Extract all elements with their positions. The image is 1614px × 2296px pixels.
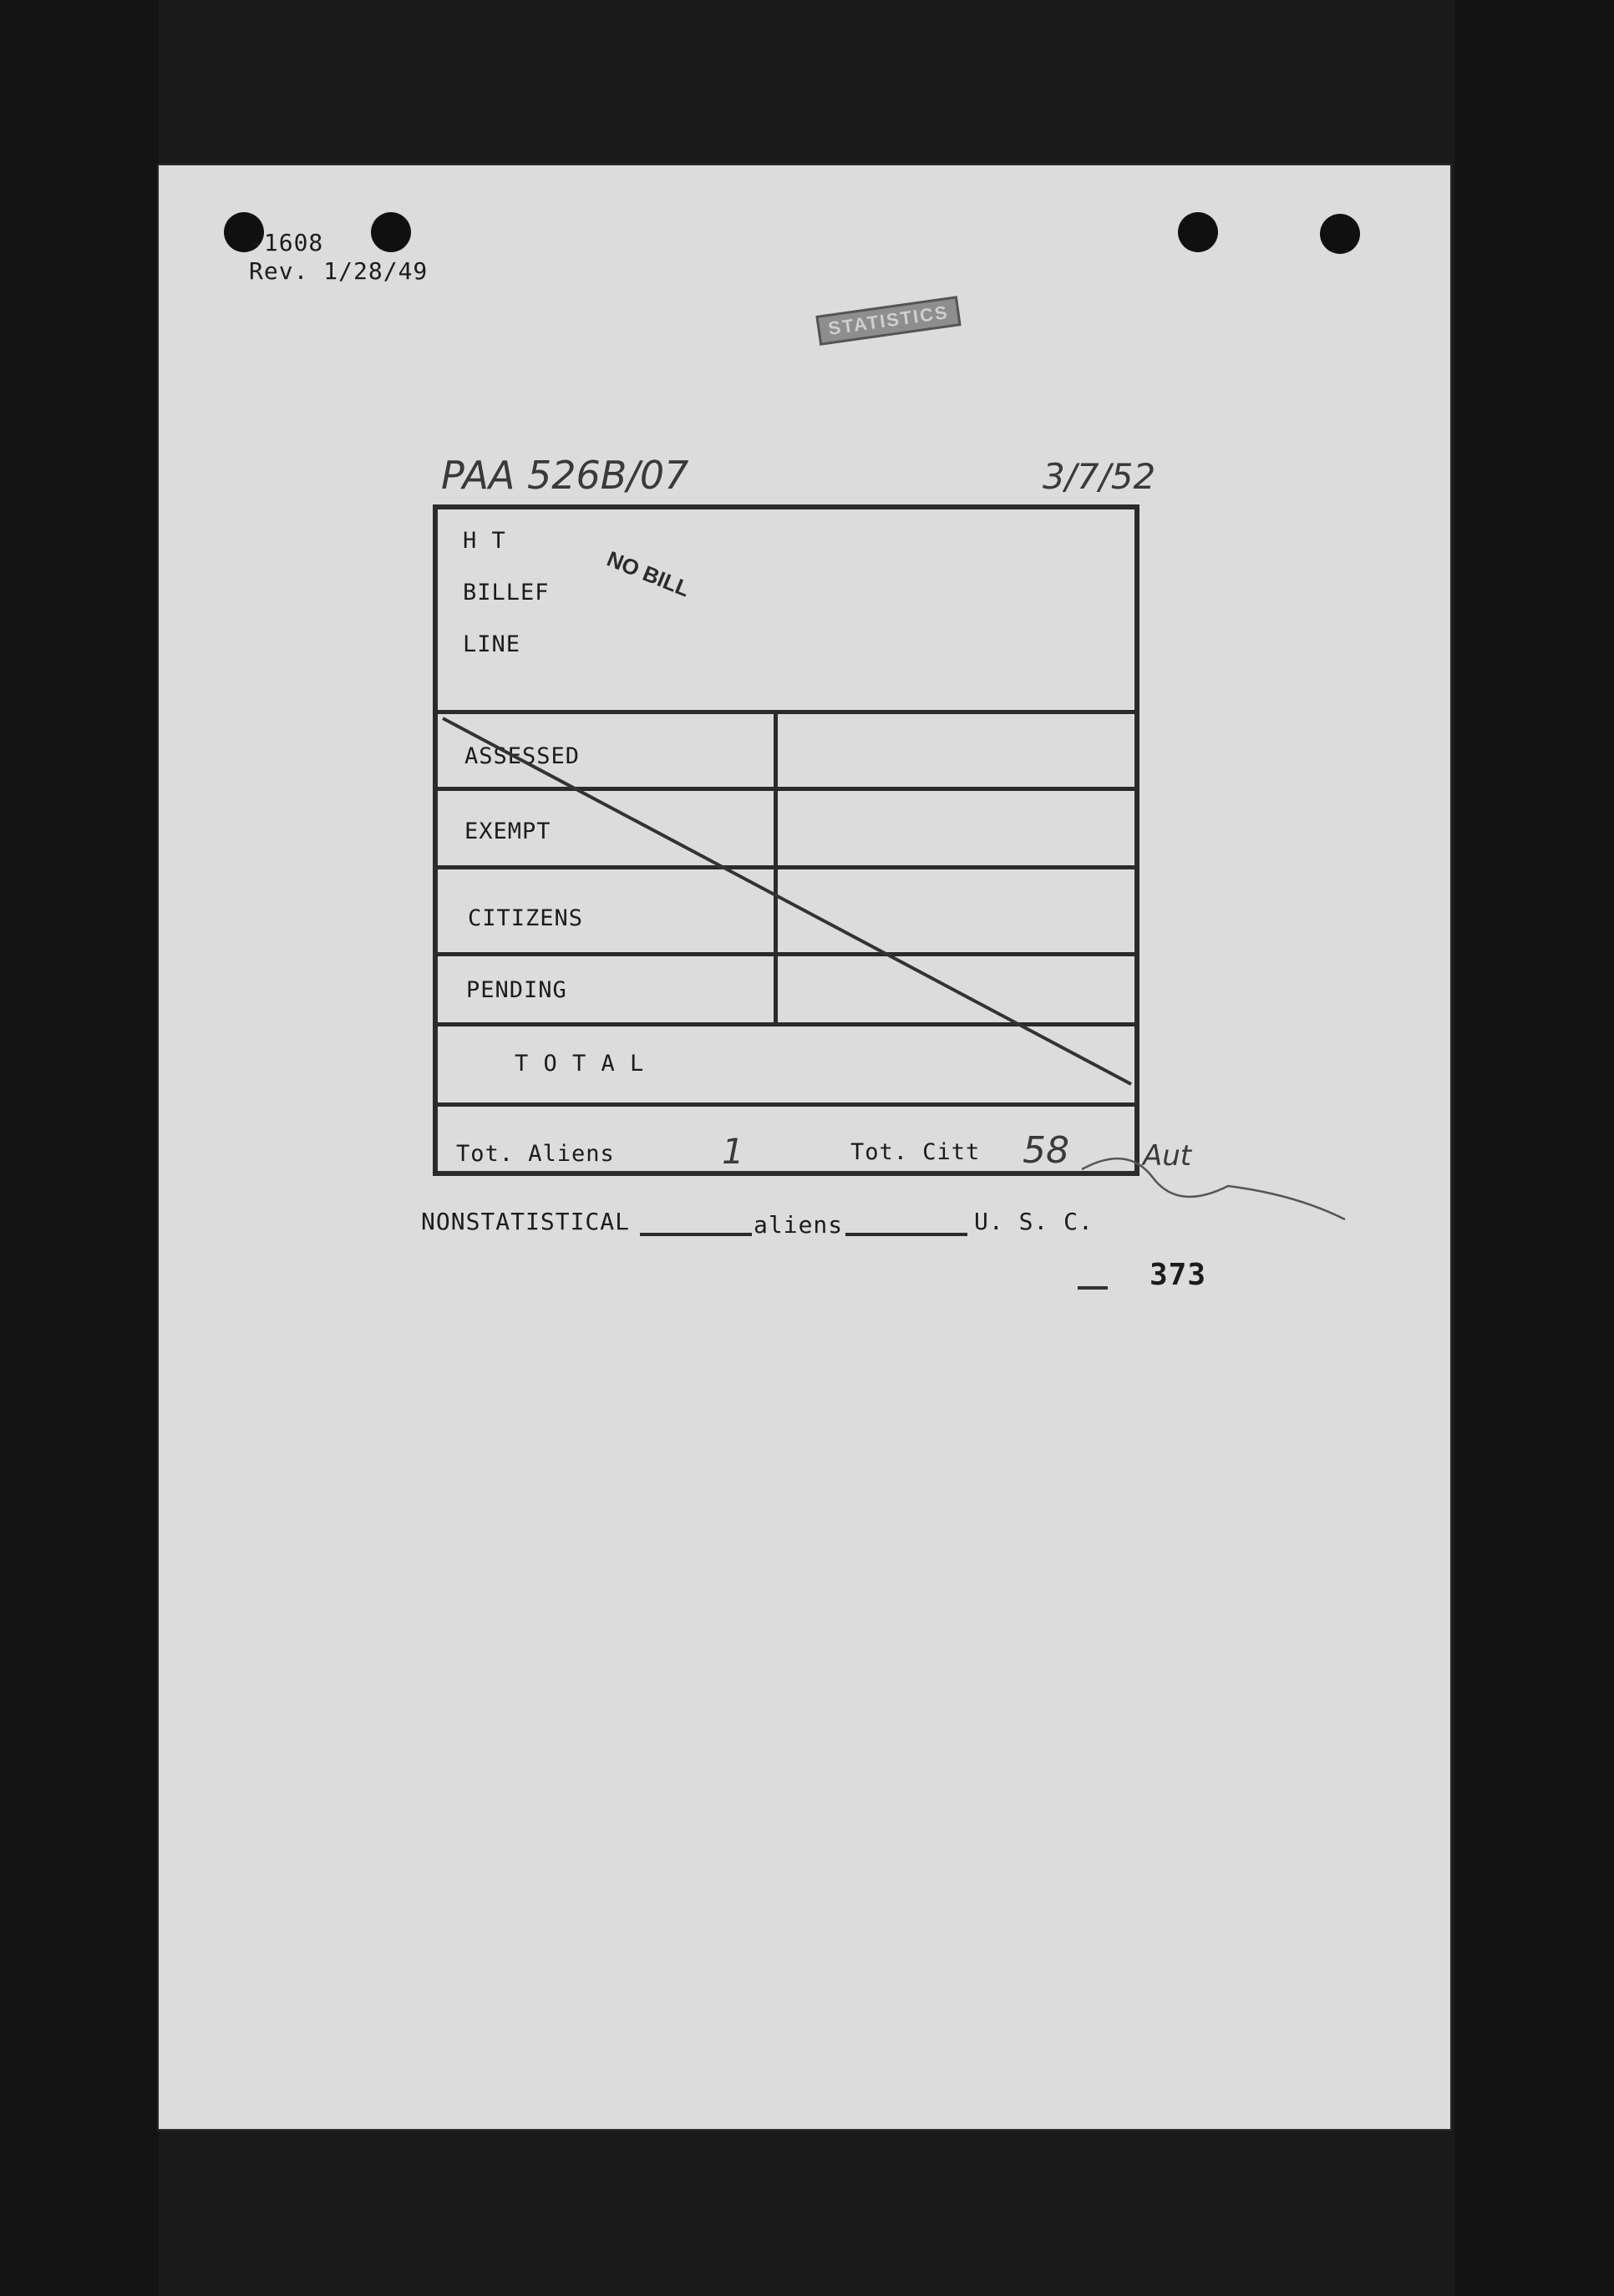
footer-aliens-label: Tot. Aliens [456,1141,615,1167]
nonstatistical-underline-1 [640,1233,752,1236]
row-citizens-label: CITIZENS [468,905,584,931]
handwritten-initials: Aut [1143,1139,1192,1173]
punch-hole-3 [1178,212,1218,252]
footer-cit-label: Tot. Citt [850,1139,981,1165]
form-header-line-1: H T [463,528,506,554]
row-exempt-label: EXEMPT [464,819,551,844]
total-label: T O T A L [515,1051,645,1077]
statistics-stamp: STATISTICS [815,296,961,345]
page-number: 373 [1150,1258,1207,1292]
alien-count-handwritten: 1 [722,1131,744,1172]
form-header-line-2: BILLEF [463,580,550,606]
nonstatistical-label: NONSTATISTICAL [421,1208,631,1235]
nonstatistical-aliens: aliens [754,1211,844,1239]
scan-border-left [0,0,159,2296]
nonstatistical-underline-2 [845,1233,967,1236]
page-number-dash [1078,1286,1108,1290]
punch-hole-2 [371,212,411,252]
form-header-line-3: LINE [463,631,521,657]
punch-hole-4 [1320,214,1360,254]
form-number: -1608 [249,229,324,256]
handwritten-date: 3/7/52 [1043,456,1156,497]
cit-count-handwritten: 58 [1023,1129,1069,1172]
row-assessed-label: ASSESSED [464,743,581,769]
diagonal-strike-line [438,509,1145,1181]
statistics-form-table [433,504,1139,1176]
nonstatistical-usc: U. S. C. [974,1208,1094,1235]
row-pending-label: PENDING [466,977,567,1003]
no-bill-stamp: NO BILL [603,545,694,602]
signature-flourish [1078,1136,1362,1228]
handwritten-reference: PAA 526B/07 [441,453,689,498]
form-revision: Rev. 1/28/49 [249,257,429,285]
scan-border-right [1455,0,1614,2296]
